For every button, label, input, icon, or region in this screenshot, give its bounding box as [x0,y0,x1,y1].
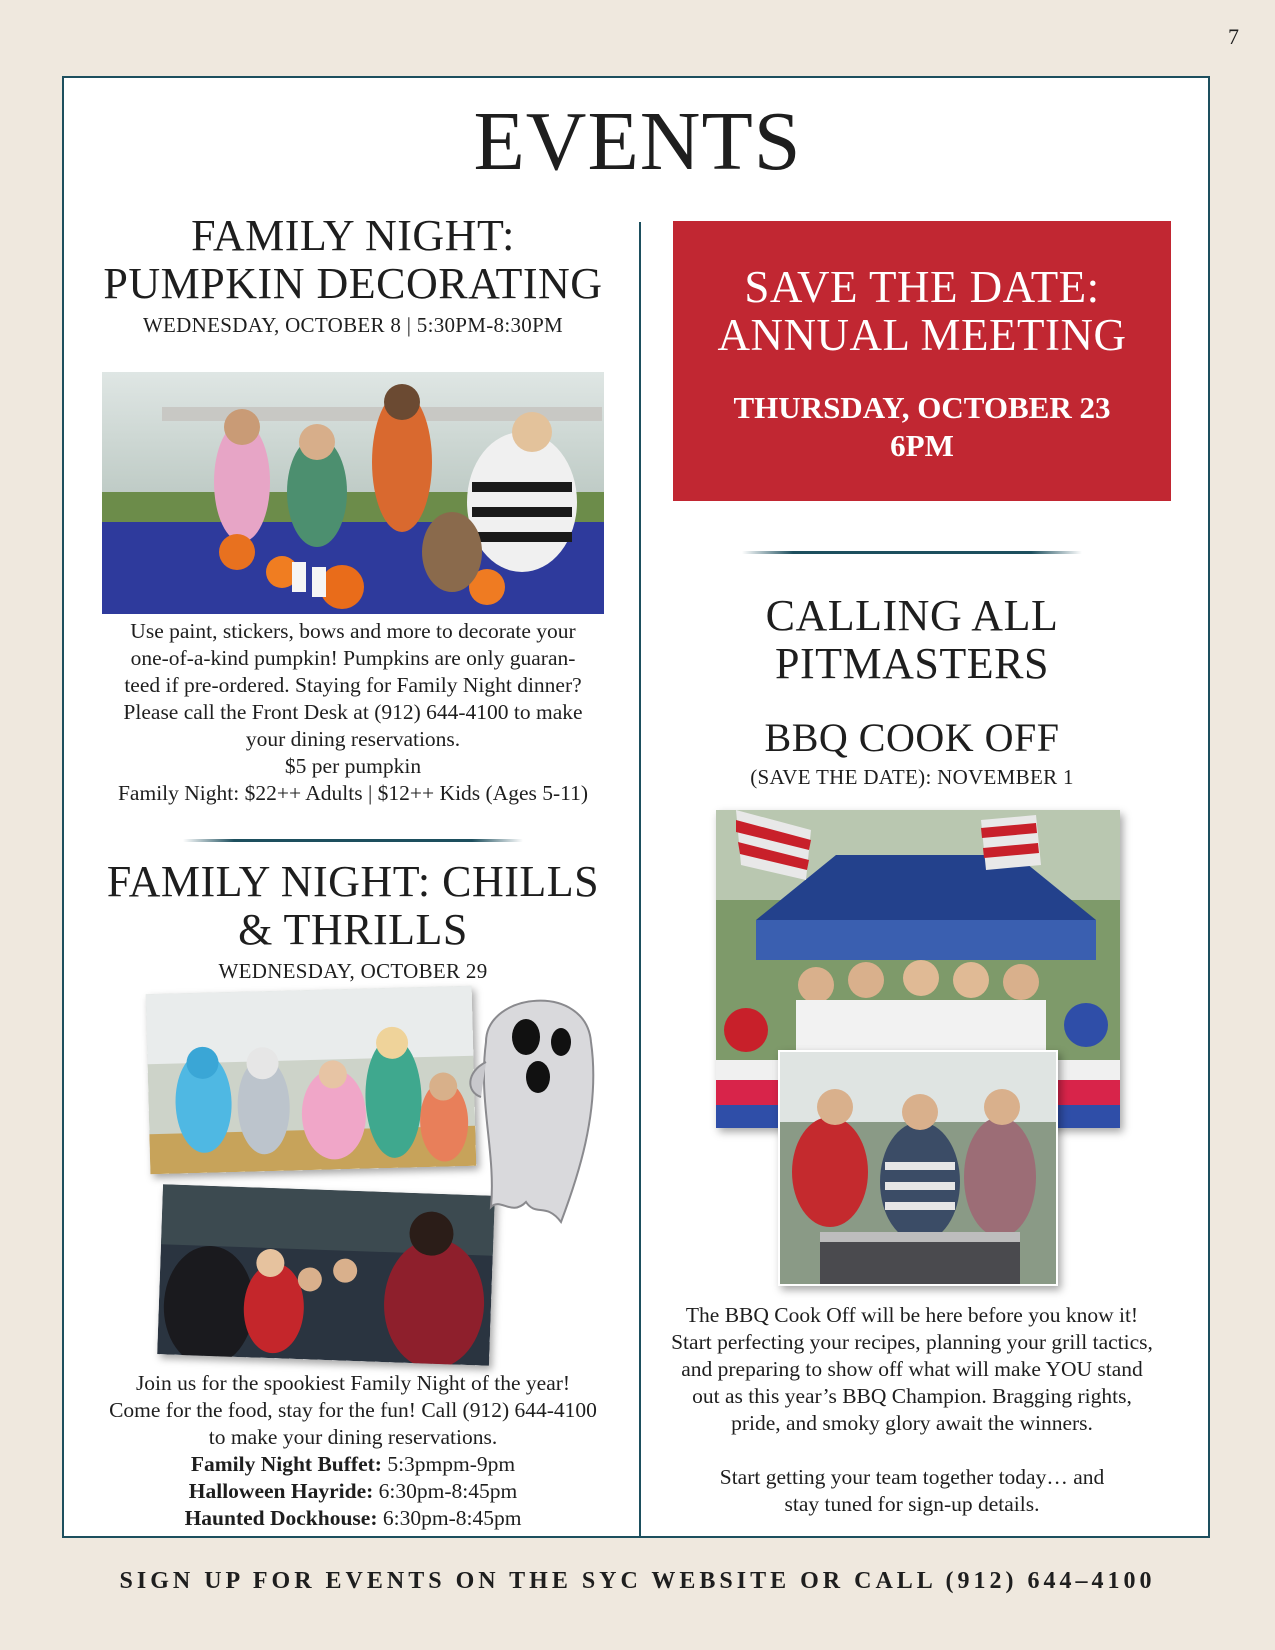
bbq-heading-line2: PITMASTERS [775,639,1049,688]
pumpkin-details [88,618,618,807]
pumpkin-description-line: Please call the Front Desk at (912) 644-4100 to make [123,700,583,724]
pumpkin-description-line: your dining reservations. [245,727,461,751]
save-the-date-title [673,263,1171,359]
chills-description-line: Come for the food, stay for the fun! Call (912) 644-4100 [109,1398,597,1422]
ghost-icon [466,982,606,1232]
pumpkin-heading-line1: FAMILY NIGHT: [191,211,515,260]
bbq-section [648,592,1176,790]
bbq-description-line: The BBQ Cook Off will be here before you know it! [685,1303,1139,1327]
page-number: 7 [1228,24,1239,49]
chills-description-line: Join us for the spookiest Family Night of the year! [135,1371,571,1395]
schedule-item [88,1478,618,1505]
pumpkin-date: WEDNESDAY, OCTOBER 8 | 5:30PM-8:30PM [142,313,564,337]
pumpkin-section [88,212,618,338]
bbq-details [648,1302,1176,1518]
chills-heading-line1: FAMILY NIGHT: CHILLS [106,857,600,906]
schedule-label: Family Night Buffet: [190,1452,382,1476]
schedule-time: 5:3pmpm-9pm [387,1452,516,1476]
chills-date: WEDNESDAY, OCTOBER 29 [218,959,488,983]
family-night-price: Family Night: $22++ Adults | $12++ Kids (Ages 5-11) [117,781,589,805]
save-the-date-box [673,221,1171,501]
bbq-subheading: BBQ COOK OFF [764,715,1060,760]
annual-meeting-date: THURSDAY, OCTOBER 23 [733,390,1111,425]
schedule-label: Halloween Hayride: [188,1479,374,1503]
haunted-dockhouse-photo [157,1184,495,1365]
column-divider [639,222,641,1538]
schedule-item [88,1451,618,1478]
chills-details [88,1370,618,1532]
bbq-heading-line1: CALLING ALL [765,591,1059,640]
pitmasters-grill-photo [778,1050,1058,1286]
left-section-divider [183,839,523,842]
pumpkin-description-line: one-of-a-kind pumpkin! Pumpkins are only guaran- [130,646,576,670]
bbq-description-line: and preparing to show off what will make YOU stand [681,1357,1143,1381]
bbq-description-line: out as this year’s BBQ Champion. Bragging rights, [692,1384,1132,1408]
pumpkin-description-line: Use paint, stickers, bows and more to decorate your [130,619,576,643]
costume-kids-photo [146,986,477,1174]
bbq-closing-line: Start getting your team together today… and [719,1465,1105,1489]
pumpkin-heading-line2: PUMPKIN DECORATING [103,259,603,308]
save-the-date-when [673,389,1171,465]
pumpkin-price: $5 per pumpkin [284,754,422,778]
page-title: EVENTS [473,95,802,188]
pumpkin-decorating-photo [102,372,604,614]
bbq-date: (SAVE THE DATE): NOVEMBER 1 [750,765,1074,789]
bbq-closing-line: stay tuned for sign-up details. [784,1492,1040,1516]
save-title-line1: SAVE THE DATE: [744,262,1100,312]
bbq-description-line: pride, and smoky glory await the winners. [731,1411,1093,1435]
footer-signup-banner: SIGN UP FOR EVENTS ON THE SYC WEBSITE OR CALL (912) 644–4100 [119,1568,1156,1594]
pumpkin-heading [88,212,618,308]
schedule-time: 6:30pm-8:45pm [378,1479,518,1503]
save-title-line2: ANNUAL MEETING [717,310,1127,360]
schedule-item [88,1505,618,1532]
bbq-heading [648,592,1176,688]
chills-section [88,858,618,984]
chills-heading-line2: & THRILLS [238,905,468,954]
chills-description-line: to make your dining reservations. [208,1425,498,1449]
pumpkin-description-line: teed if pre-ordered. Staying for Family Night dinner? [124,673,582,697]
bbq-description-line: Start perfecting your recipes, planning your grill tactics, [671,1330,1153,1354]
right-section-divider [742,551,1082,554]
chills-heading [88,858,618,954]
annual-meeting-time: 6PM [890,428,954,463]
schedule-label: Haunted Dockhouse: [184,1506,378,1530]
schedule-time: 6:30pm-8:45pm [382,1506,522,1530]
